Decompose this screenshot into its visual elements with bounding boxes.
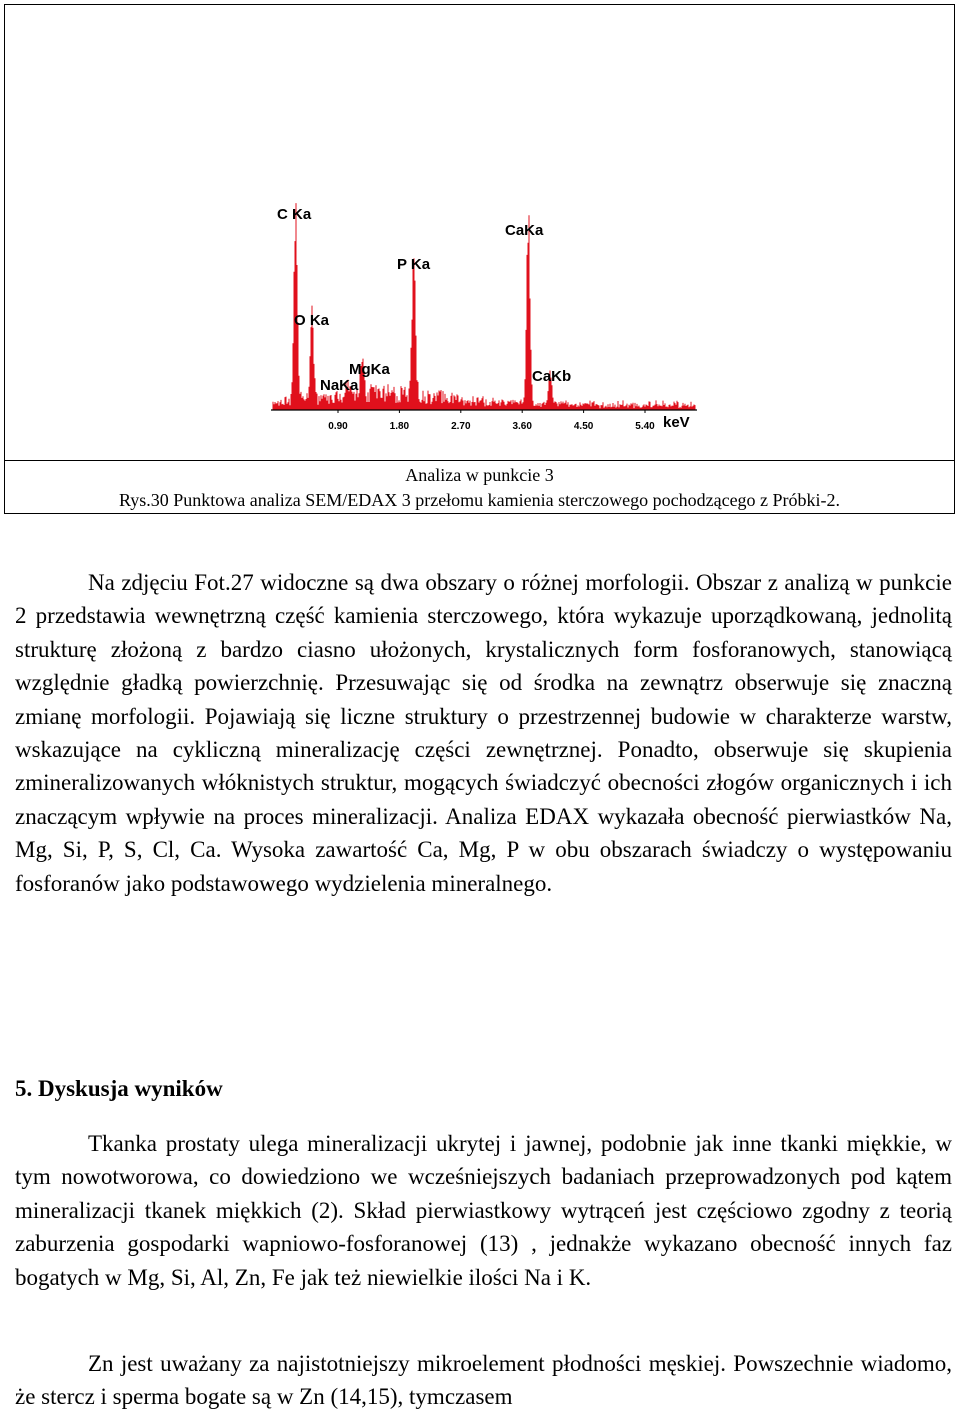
edax-spectrum-chart bbox=[5, 5, 956, 460]
x-tick-label-0: 0.90 bbox=[328, 421, 348, 432]
x-tick-label-2: 2.70 bbox=[451, 421, 471, 432]
peak-label-6: CaKb bbox=[532, 368, 572, 385]
x-tick-label-1: 1.80 bbox=[389, 421, 410, 432]
body-paragraph-3: Zn jest uważany za najistotniejszy mikroelement płodności męskiej. Powszechnie wiadomo, że stercz i sperma bogate są w Zn (14,15), tymczasem bbox=[15, 1351, 952, 1410]
figure-subcaption: Analiza w punkcie 3 bbox=[405, 465, 554, 485]
section-heading: 5. Dyskusja wyników bbox=[15, 1076, 223, 1101]
x-axis-unit: keV bbox=[663, 414, 690, 431]
peak-label-3: MgKa bbox=[349, 361, 390, 378]
peak-label-1: O Ka bbox=[294, 312, 330, 329]
x-tick-label-5: 5.40 bbox=[635, 421, 655, 432]
body-paragraph-1: Na zdjęciu Fot.27 widoczne są dwa obszary o różnej morfologii. Obszar z analizą w punkcie 2 przedstawia wewnętrzną część kamienia sterczowego, która wykazuje uporządkowaną, jednolitą strukturę złożoną z bardzo ciasno ułożonych, krystalicznych form fosforanowych, stanowiącą względnie gładką powierzchnię. Przesuwając się od środka na zewnątrz obserwuje się znaczną zmianę morfologii. Pojawiają się liczne struktury o przestrzennej budowie w charakterze warstw, wskazujące na cykliczną mineralizację części zewnętrznej. Ponadto, obserwuje się skupienia zmineralizowanych włóknistych struktur, mogących świadczyć obecności złogów organicznych i ich znaczącym wpływie na proces mineralizacji. Analiza EDAX wykazała obecność pierwiastków Na, Mg, Si, P, S, Cl, Ca. Wysoka zawartość Ca, Mg, P w obu obszarach świadczy o występowaniu fosforanów jako podstawowego wydzielenia mineralnego. bbox=[15, 570, 952, 896]
peak-label-2: NaKa bbox=[320, 377, 359, 394]
peak-label-0: C Ka bbox=[277, 206, 312, 223]
x-tick-label-3: 3.60 bbox=[512, 421, 532, 432]
figure-frame bbox=[4, 4, 955, 514]
x-tick-label-4: 4.50 bbox=[573, 421, 594, 432]
body-paragraph-2: Tkanka prostaty ulega mineralizacji ukrytej i jawnej, podobnie jak inne tkanki miękkie, w tym nowotworowa, co dowiedziono we wcześniejszych badaniach przeprowadzonych pod kątem mineralizacji tkanek miękkich (2). Skład pierwiastkowy wytrąceń jest częściowo zgodny z teorią zaburzenia gospodarki wapniowo-fosforanowej (13) , jednakże wykazano obecność innych faz bogatych w Mg, Si, Al, Zn, Fe jak też niewielkie ilości Na i K. bbox=[15, 1131, 952, 1290]
figure-caption: Rys.30 Punktowa analiza SEM/EDAX 3 przełomu kamienia sterczowego pochodzącego z Próbki-2. bbox=[118, 490, 841, 510]
peak-label-4: P Ka bbox=[397, 256, 431, 273]
peak-label-5: CaKa bbox=[505, 222, 544, 239]
x-tick-labels bbox=[328, 410, 655, 432]
caption-divider bbox=[5, 460, 954, 461]
